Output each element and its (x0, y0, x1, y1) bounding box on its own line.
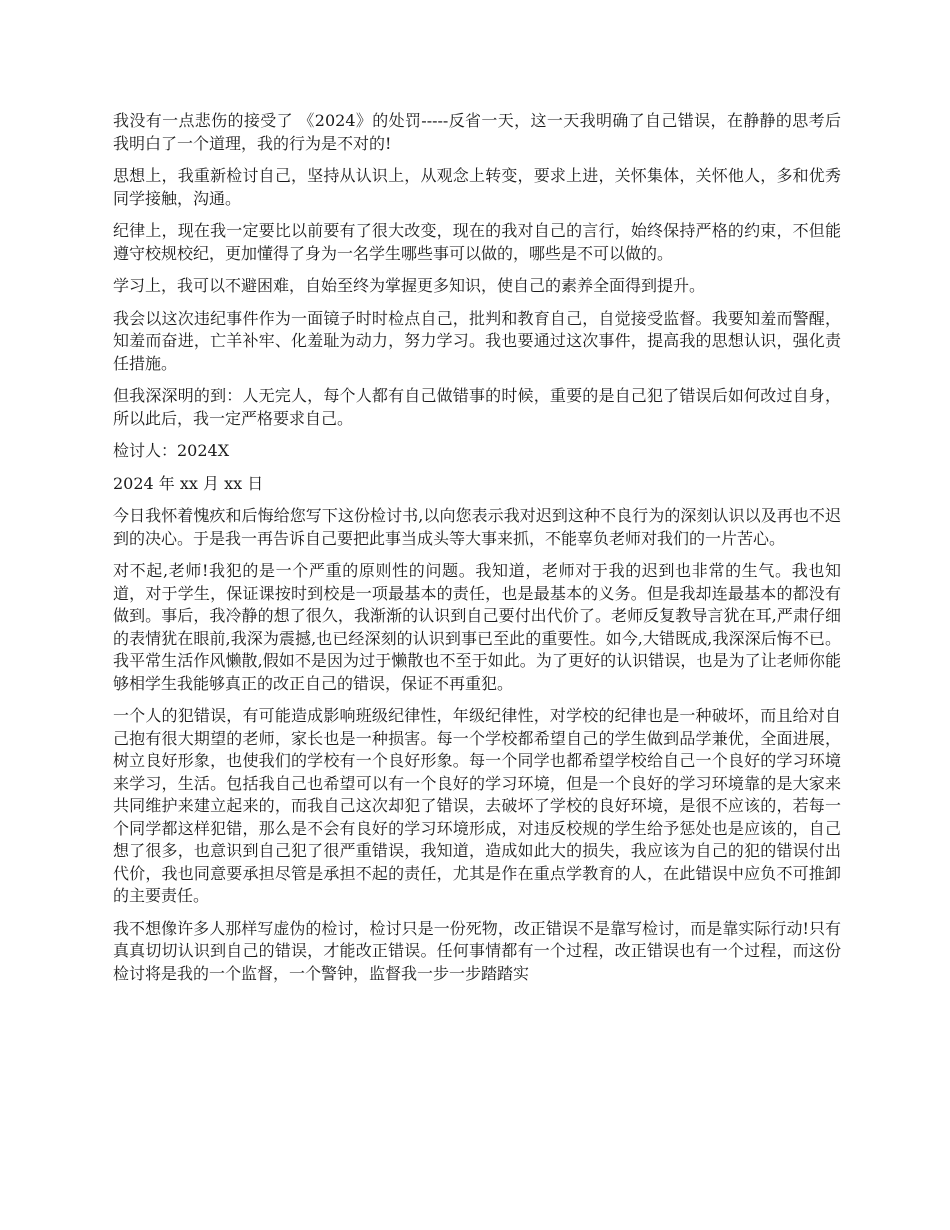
document-body (113, 110, 841, 995)
paragraph-punishment-acceptance: 我没有一点悲伤的接受了 《2024》的处罚-----反省一天，这一天我明确了自己错误，在静静的思考后我明白了一个道理，我的行为是不对的! (113, 111, 841, 153)
date-line: 2024 年 xx 月 xx 日 (113, 473, 264, 493)
paragraph-thought: 思想上，我重新检讨自己，坚持从认识上，从观念上转变，要求上进，关怀集体，关怀他人，多和优秀同学接触，沟通。 (113, 166, 841, 208)
paragraph-study: 学习上，我可以不避困难，自始至终为掌握更多知识，使自己的素养全面得到提升。 (113, 276, 706, 295)
paragraph-consequences: 一个人的犯错误，有可能造成影响班级纪律性，年级纪律性，对学校的纪律也是一种破坏，而且给对自己抱有很大期望的老师，家长也是一种损害。每一个学校都希望自己的学生做到品学兼优，全面进展，树立良好形象，也使我们的学校有一个良好形象。每一个同学也都希望学校给自己一个良好的学习环境来学习，生活。包括我自己也希望可以有一个良好的学习环境，但是一个良好的学习环境靠的是大家来共同维护来建立起来的，而我自己这次却犯了错误，去破坏了学校的良好环境，是很不应该的，若每一个同学都这样犯错，那么是不会有良好的学习环境形成，对违反校规的学生给予惩处也是应该的，自己想了很多，也意识到自己犯了很严重错误，我知道，造成如此大的损失，我应该为自己的犯的错误付出代价，我也同意要承担尽管是承担不起的责任，尤其是作在重点学教育的人，在此错误中应负不可推卸的主要责任。 (113, 706, 841, 905)
paragraph-action: 我不想像许多人那样写虚伪的检讨，检讨只是一份死物，改正错误不是靠写检讨，而是靠实际行动!只有真真切切认识到自己的错误，才能改正错误。任何事情都有一个过程，改正错误也有一个过程，而这份检讨将是我的一个监督，一个警钟，监督我一步一步踏踏实 (113, 918, 841, 983)
paragraph-apology: 对不起,老师!我犯的是一个严重的原则性的问题。我知道，老师对于我的迟到也非常的生气。我也知道，对于学生，保证课按时到校是一项最基本的责任，也是最基本的义务。但是我却连最基本的都没有做到。事后，我冷静的想了很久，我渐渐的认识到自己要付出代价了。老师反复教导言犹在耳,严肃仔细的表情犹在眼前,我深为震撼,也已经深刻的认识到事已至此的重要性。如今,大错既成,我深深后悔不已。我平常生活作风懒散,假如不是因为过于懒散也不至于如此。为了更好的认识错误，也是为了让老师你能够相学生我能够真正的改正自己的错误，保证不再重犯。 (113, 561, 841, 693)
signature-line: 检讨人：2024X (113, 441, 230, 460)
paragraph-nobody-perfect: 但我深深明的到：人无完人，每个人都有自己做错事的时候，重要的是自己犯了错误后如何改过自身，所以此后，我一定严格要求自己。 (113, 386, 841, 428)
paragraph-discipline: 纪律上，现在我一定要比以前要有了很大改变，现在的我对自己的言行，始终保持严格的约束，不但能遵守校规校纪，更加懂得了身为一名学生哪些事可以做的，哪些是不可以做的。 (113, 221, 841, 263)
paragraph-mirror: 我会以这次违纪事件作为一面镜子时时检点自己，批判和教育自己，自觉接受监督。我要知羞而警醒，知羞而奋进，亡羊补牢、化羞耻为动力，努力学习。我也要通过这次事件，提高我的思想认识，强化责任措施。 (113, 308, 841, 373)
paragraph-lateness-intro: 今日我怀着愧疚和后悔给您写下这份检讨书,以向您表示我对迟到这种不良行为的深刻认识以及再也不迟到的决心。于是我一再告诉自己要把此事当成头等大事来抓，不能辜负老师对我们的一片苦心。 (113, 506, 841, 548)
